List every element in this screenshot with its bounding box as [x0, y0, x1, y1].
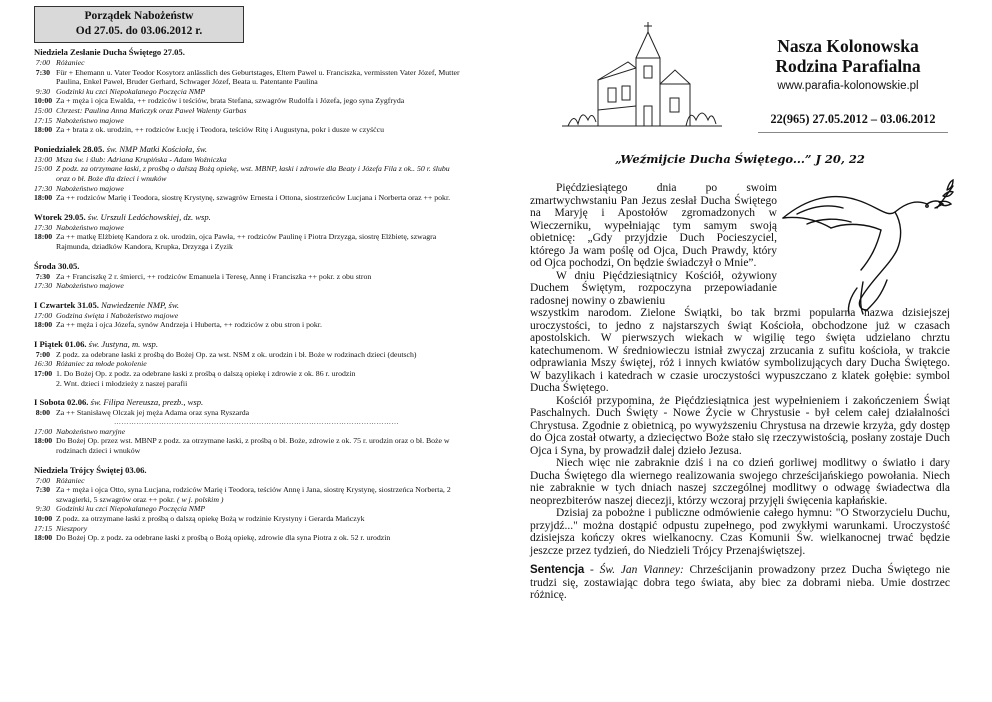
schedule-row — [34, 232, 464, 251]
schedule-row — [34, 281, 464, 291]
mass-time: 18:00 — [34, 320, 53, 330]
sentence-label: Sentencja — [530, 564, 585, 576]
mass-time: 18:00 — [34, 232, 53, 242]
sentence-text: Chrześcijanin prowadzony przez Ducha Świętego nie trudzi się, zostawiając dobra tego świata, aby biec za dobrami nieba. Umie dostrzec różnicę. — [530, 564, 951, 601]
schedule-row — [34, 485, 464, 504]
mass-time: 18:00 — [34, 436, 53, 446]
mass-intention: Godzinki ku czci Niepokalanego Poczęcia NMP — [56, 86, 206, 96]
mass-time: 17:00 — [34, 369, 53, 379]
mass-time: 17:30 — [34, 222, 53, 232]
divider — [758, 132, 948, 133]
website-url: www.parafia-kolonowskie.pl — [777, 80, 919, 92]
schedule-row — [34, 184, 464, 194]
mass-time: 7:30 — [35, 271, 50, 281]
church-illustration — [558, 18, 726, 140]
schedule-row — [34, 164, 464, 183]
mass-intention: Nabożeństwo majowe — [56, 115, 124, 125]
day-title: Niedziela Trójcy Świętej 03.06. — [34, 464, 147, 475]
schedule-row — [34, 320, 464, 330]
day-title: Niedziela Zesłanie Ducha Świętego 27.05. — [34, 47, 185, 57]
mass-intention: Godzinki ku czci Niepokalanego Poczęcia NMP — [56, 504, 206, 514]
day-saint: św. Urszuli Ledóchowskiej, dz. wsp. — [87, 211, 211, 222]
schedule-header-title: Porządek Nabożeństw — [84, 10, 194, 22]
mass-time: 10:00 — [34, 514, 53, 523]
schedule-header — [34, 6, 244, 43]
mass-time: 7:00 — [35, 349, 50, 359]
mass-time: 17:15 — [34, 115, 53, 125]
schedule-row — [34, 504, 464, 514]
schedule-row — [34, 106, 464, 116]
article-paragraph: wszystkim narodom. Zielone Świątki, bo tak brzmi popularna nazwa dzisiejszej uroczystości, to jedno z najstarszych świąt Kościoła, obchodzone już w czasach apostolskich. W pierwszych wiekach w wigilię tego święta udzielano chrztu katechumenom. W średniowieczu istniał zwyczaj zrzucania z sufitu kościoła, w trakcie odprawiania Mszy świętej, róż i innych kwiatów symbolizujących dary Ducha Świętego. W bazylikach i katedrach w czasie uroczystości wypuszczano z klatek gołębie: symbol Ducha Świętego. — [530, 307, 950, 394]
mass-intention: Do Bożej Op. z podz. za odebrane łaski z prośbą o Bożą opiekę, zdrowie dla syna Piotra z ok. 52 r. urodzin — [56, 533, 391, 543]
article-paragraph: Pięćdziesiątego dnia po swoim zmartwychwstaniu Pan Jezus zesłał Ducha Świętego na Maryję i Apostołów zgromadzonych w Wieczerniku, wypełniając tym samym swoją obietnicę: „Gdy przyjdzie Duch Pocieszyciel, którego Ja wam poślę od Ojca, Duch Prawdy, który od Ojca pochodzi, On będzie świadczył o Mnie”. — [530, 182, 777, 269]
mass-intention: Godzina święta i Nabożeństwo majowe — [56, 310, 179, 320]
schedule-day — [34, 300, 464, 330]
article-paragraph: Dzisiaj za pobożne i publiczne odmówienie całego hymnu: "O Stworzycielu Duchu, przyjdź..." można dostąpić odpustu zupełnego, pod zwykłymi warunkami. Uroczystość dzisiejsza kończy okres wielkanocny. Czas Komunii Św. wielkanocnej trwać będzie jeszcze przez tydzień, do Niedzieli Trójcy Przenajświętszej. — [530, 507, 950, 557]
schedule-row — [34, 379, 464, 389]
mass-intention: Z podz. za odebrane łaski z prośbą do Bożej Op. za wst. NSM z ok. urodzin i bł. Boże w rodzinach dzieci (deutsch) — [56, 349, 417, 359]
mass-intention: Za ++ matkę Elżbietę Kandora z ok. urodzin, ojca Pawła, ++ rodziców Paulinę i Piotra Drzyzga, siostrę Elżbietę, szwagra Rajmunda, dziadków Kandora, Krupka, Drzyzga i Zyzik — [56, 232, 437, 251]
article-quote: „Weźmijcie Ducha Świętego...” J 20, 22 — [615, 152, 865, 166]
schedule-row — [34, 408, 464, 418]
mass-time: 8:00 — [35, 408, 50, 418]
day-title: I Piątek 01.06. św. Justyna, m. wsp. — [34, 338, 158, 349]
schedule-row — [34, 533, 464, 543]
mass-intention: Różaniec — [56, 58, 85, 67]
schedule-days — [34, 47, 464, 543]
day-saint: Nawiedzenie NMP, św. — [101, 299, 180, 310]
mass-intention: Różaniec — [56, 475, 85, 485]
mass-intention: Za + męża i ojca Ewalda, ++ rodziców i teściów, brata Stefana, szwagrów Rudolfa i Józefa, jego syna Zygfryda — [56, 96, 405, 106]
mass-time: 17:00 — [34, 310, 53, 320]
schedule-row — [34, 193, 464, 203]
article-paragraph: W dniu Pięćdziesiątnicy Kościół, ożywiony Duchem Świętym, rozpoczyna przepowiadanie radosnej nowiny o zbawieniu — [530, 269, 777, 307]
mass-time: 7:30 — [35, 67, 50, 77]
issue-number: 22(965) 27.05.2012 – 03.06.2012 — [770, 112, 936, 126]
schedule-day — [34, 212, 464, 252]
mass-intention: Nieszpory — [56, 523, 88, 533]
schedule-column — [34, 6, 464, 543]
schedule-row — [34, 524, 464, 534]
bulletin-title: Nasza Kolonowska Rodzina Parafialna — [775, 36, 921, 76]
mass-intention: Za ++ rodziców Marię i Teodora, siostrę Krystynę, szwagrów Ernesta i Ottona, siostrzeńców Lucjana i Norberta oraz ++ pokr. — [56, 193, 451, 203]
schedule-row — [34, 87, 464, 97]
mass-intention: 1. Do Bożej Op. z podz. za odebrane łaski z prośbą o dalszą opiekę i zdrowie z ok. 86 r. urodzin — [56, 369, 356, 379]
mass-time: 17:30 — [34, 281, 53, 291]
mass-time: 9:30 — [35, 86, 50, 96]
mass-time: 16:30 — [34, 359, 53, 369]
schedule-row — [34, 272, 464, 282]
mass-intention: Za + Franciszkę 2 r. śmierci, ++ rodziców Emanuela i Teresę, Annę i Franciszka ++ pokr. z obu stron — [56, 271, 372, 281]
schedule-day — [34, 47, 464, 135]
mass-intention: Z podz. za otrzymane łaski z prośbą o dalszą opiekę Bożą w rodzinie Krystyny i Gerarda Mańczyk — [56, 514, 365, 523]
mass-intention: Za ++ męża i ojca Józefa, synów Andrzeja i Huberta, ++ rodziców z obu stron i pokr. — [56, 320, 322, 330]
mass-intention: Różaniec za młode pokolenie — [56, 359, 147, 369]
sentence-quote: Sentencja - Św. Jan Vianney: Chrześcijanin prowadzony przez Ducha Świętego nie trudzi się, zostawiając dobra tego świata, aby biec za dobrami nieba. Umie dostrzec różnicę. — [530, 564, 951, 601]
mass-time: 15:00 — [34, 164, 53, 174]
mass-time: 18:00 — [34, 193, 53, 203]
mass-intention: 2. Wnt. dzieci i młodzieży z naszej parafii — [56, 378, 188, 388]
mass-time: 9:30 — [35, 504, 50, 514]
schedule-row — [34, 476, 464, 486]
mass-time: 15:00 — [34, 105, 53, 115]
schedule-row — [34, 155, 464, 165]
mass-time: 18:00 — [34, 533, 53, 543]
schedule-row — [34, 350, 464, 360]
schedule-day — [34, 339, 464, 388]
mass-time: 17:30 — [34, 183, 53, 193]
day-saint: św. NMP Matki Kościoła, św. — [106, 143, 208, 154]
schedule-day — [34, 144, 464, 203]
mass-time: 7:00 — [35, 475, 50, 485]
day-title: I Czwartek 31.05. Nawiedzenie NMP, św. — [34, 299, 180, 310]
mass-intention: Chrzest: Paulina Anna Mańczyk oraz Paweł Walenty Garbas — [56, 105, 247, 115]
day-title: Wtorek 29.05. św. Urszuli Ledóchowskiej, dz. wsp. — [34, 211, 211, 222]
mass-intention: Za + brata z ok. urodzin, ++ rodziców Łucję i Teodora, teściów Ritę i Augustyna, pokr i dusze w czyśćcu — [56, 125, 384, 135]
schedule-row — [34, 514, 464, 524]
mass-intention: Nabożeństwo majowe — [56, 222, 124, 232]
schedule-row — [34, 116, 464, 126]
article-body — [530, 182, 950, 602]
mass-time: 7:00 — [35, 58, 50, 67]
mass-intention: Nabożeństwo maryjne — [56, 426, 126, 436]
mass-intention: Za + męża i ojca Otto, syna Lucjana, rodziców Marię i Teodora, teściów Annę i Jana, siostrę Krystynę, siostrzeńca Norberta, 2 szwagierki, 5 szwagrów oraz ++ pokr. ( w j. polskim ) — [56, 485, 451, 504]
schedule-row — [34, 223, 464, 233]
language-note: ( w j. polskim ) — [176, 494, 224, 504]
article-paragraph: Kościół przypomina, że Pięćdziesiątnica jest wypełnieniem i zakończeniem Świąt Paschalnych. Duch Święty - Nowe Życie w Chrystusie - był celem całej działalności Chrystusa. Zgodnie z obietnicą, po wywyższeniu Chrystusa na drzewie krzyża, gdy dostęp do Ojca został otwarty, a dziecięctwo Boże stało się rzeczywistością, posłany zostaje Duch Ojca i Syna, by prowadził dalej dzieło Jezusa. — [530, 394, 950, 457]
schedule-day — [34, 261, 464, 291]
mass-intention: Za ++ Stanisławę Olczak jej męża Adama oraz syna Ryszarda — [56, 408, 250, 418]
mass-time: 17:00 — [34, 426, 53, 436]
mass-time: 18:00 — [34, 125, 53, 135]
mass-time: 13:00 — [34, 154, 53, 164]
mass-time: 7:30 — [35, 485, 50, 495]
dotted-separator: …………………………………………………………………………………………………… — [114, 417, 399, 426]
mass-intention: Nabożeństwo majowe — [56, 281, 124, 291]
schedule-row — [34, 427, 464, 437]
day-saint: św. Justyna, m. wsp. — [88, 338, 158, 349]
day-saint: św. Filipa Nereusza, prezb., wsp. — [90, 397, 204, 408]
mass-time: 10:00 — [34, 96, 53, 106]
mass-time: 17:15 — [34, 523, 53, 533]
mass-time — [34, 379, 56, 389]
schedule-row — [34, 436, 464, 455]
mass-intention: Z podz. za otrzymane łaski, z prośbą o dalszą Bożą opiekę, wst. MBNP, łaski i zdrowie dla Beaty i Józefa Fila z ok.. 50 r. ślubu oraz o bł. Boże dla dzieci i wnuków — [56, 164, 450, 183]
schedule-row — [34, 68, 464, 87]
schedule-row — [34, 369, 464, 379]
sentence-author: Św. Jan Vianney: — [599, 564, 684, 576]
mass-intention: Nabożeństwo majowe — [56, 183, 124, 193]
day-title: I Sobota 02.06. św. Filipa Nereusza, prezb., wsp. — [34, 397, 204, 408]
schedule-row — [34, 359, 464, 369]
day-title: Poniedziałek 28.05. św. NMP Matki Kościoła, św. — [34, 143, 208, 154]
schedule-row — [34, 311, 464, 321]
schedule-header-dates: Od 27.05. do 03.06.2012 r. — [75, 25, 203, 37]
day-title: Środa 30.05. — [34, 260, 80, 271]
schedule-row — [34, 96, 464, 106]
article-paragraph: Niech więc nie zabraknie dziś i na co dzień gorliwej modlitwy o światło i dary Ducha Świętego dla wiernego realizowania swojego chrześcijańskiego powołania. Niech nie zabraknie w tych dniach naszej szczególnej modlitwy o odwagę świadectwa dla neoprezbiterów naszej diecezji, którzy wczoraj przyjęli święcenia kapłańskie. — [530, 457, 950, 507]
schedule-day — [34, 397, 464, 455]
schedule-row — [34, 125, 464, 135]
schedule-day — [34, 465, 464, 543]
mass-intention: Für + Ehemann u. Vater Teodor Kosytorz anlässlich des Geburtstages, Eltern Pawel u. Franciszka, vermissten Vater Józef, Mutter Paulina, Enkel Paweł, Bruder Gerhard, Schwager Józef, Beata u. Patentante Paulina — [56, 67, 460, 87]
schedule-row — [34, 58, 464, 68]
mass-intention: Do Bożej Op. przez wst. MBNP z podz. za otrzymane łaski, z prośbą o bł. Boże, zdrowie z ok. 75 r. urodzin oraz o bł. Boże w rodzinach dzieci i wnuków — [56, 436, 450, 456]
mass-intention: Msza św. i ślub: Adriana Krupińska - Adam Woźniczka — [56, 154, 227, 164]
